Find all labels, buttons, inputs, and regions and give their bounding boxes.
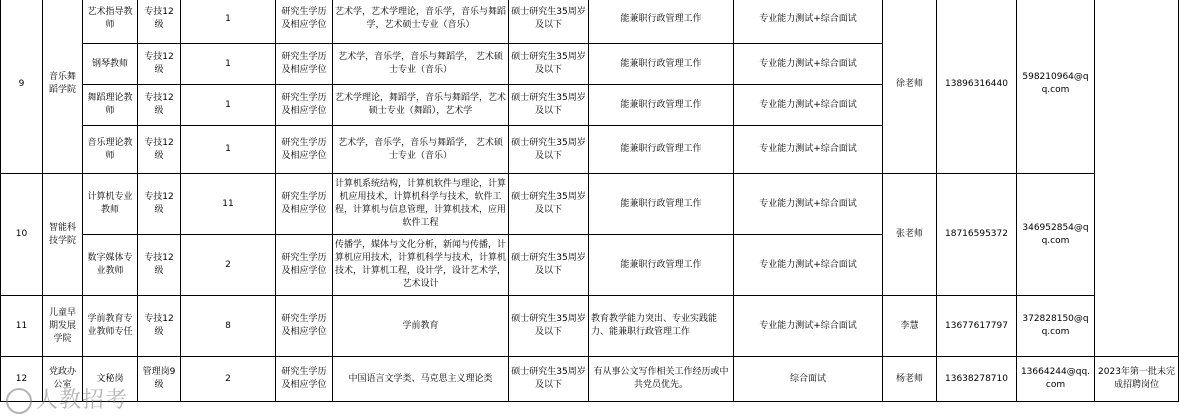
position-level: 专技12级 (138, 126, 181, 174)
age-requirement: 硕士研究生35周岁及以下 (509, 235, 589, 296)
education-requirement: 研究生学历及相应学位 (276, 235, 333, 296)
college-name: 智能科技学院 (43, 174, 83, 296)
other-requirement: 能兼职行政管理工作 (589, 174, 734, 235)
position-count: 2 (181, 357, 276, 402)
position-title: 文秘岗 (83, 357, 138, 402)
major-requirement: 艺术学，艺术学理论，音乐学，音乐与舞蹈学，艺术硕士专业（音乐） (333, 0, 509, 44)
contact-phone: 13638278710 (937, 357, 1017, 402)
remark-cell (1095, 0, 1179, 357)
position-title: 音乐理论教师 (83, 126, 138, 174)
education-requirement: 研究生学历及相应学位 (276, 126, 333, 174)
other-requirement: 能兼职行政管理工作 (589, 44, 734, 85)
education-requirement: 研究生学历及相应学位 (276, 44, 333, 85)
education-requirement: 研究生学历及相应学位 (276, 296, 333, 357)
age-requirement: 硕士研究生35周岁及以下 (509, 126, 589, 174)
college-name: 音乐舞蹈学院 (43, 0, 83, 174)
exam-method: 专业能力测试+综合面试 (734, 126, 883, 174)
exam-method: 专业能力测试+综合面试 (734, 296, 883, 357)
other-requirement: 有从事公文写作相关工作经历或中共党员优先。 (589, 357, 734, 402)
position-count: 8 (181, 296, 276, 357)
position-title: 舞蹈理论教师 (83, 85, 138, 126)
age-requirement: 硕士研究生35周岁及以下 (509, 296, 589, 357)
other-requirement: 能兼职行政管理工作 (589, 0, 734, 44)
age-requirement: 硕士研究生35周岁及以下 (509, 357, 589, 402)
major-requirement: 艺术学，音乐学，音乐与舞蹈学， 艺术硕士专业（音乐） (333, 126, 509, 174)
position-title: 计算机专业教师 (83, 174, 138, 235)
position-level: 专技12级 (138, 0, 181, 44)
education-requirement: 研究生学历及相应学位 (276, 174, 333, 235)
position-count: 11 (181, 174, 276, 235)
row-number: 12 (1, 357, 43, 402)
contact-email: 13664244@qq.com (1017, 357, 1095, 402)
exam-method: 专业能力测试+综合面试 (734, 0, 883, 44)
table-row (1, 296, 1179, 357)
position-level: 专技12级 (138, 296, 181, 357)
education-requirement: 研究生学历及相应学位 (276, 0, 333, 44)
contact-phone: 13677617797 (937, 296, 1017, 357)
exam-method: 专业能力测试+综合面试 (734, 44, 883, 85)
position-count: 1 (181, 0, 276, 44)
major-requirement: 中国语言文学类、马克思主义理论类 (333, 357, 509, 402)
contact-person: 杨老师 (883, 357, 937, 402)
contact-phone: 13896316440 (937, 0, 1017, 174)
contact-person: 李慧 (883, 296, 937, 357)
position-title: 数字媒体专业教师 (83, 235, 138, 296)
major-requirement: 传播学，媒体与文化分析，新闻与传播，计算机应用技术，计算机科学与技术，计算机技术，计算机工程，设计学，设计艺术学，艺术设计 (333, 235, 509, 296)
position-title: 钢琴教师 (83, 44, 138, 85)
table-row (1, 357, 1179, 402)
other-requirement: 能兼职行政管理工作 (589, 126, 734, 174)
contact-email: 372828150@qq.com (1017, 296, 1095, 357)
exam-method: 专业能力测试+综合面试 (734, 85, 883, 126)
age-requirement: 硕士研究生35周岁及以下 (509, 0, 589, 44)
age-requirement: 硕士研究生35周岁及以下 (509, 85, 589, 126)
contact-person: 徐老师 (883, 0, 937, 174)
position-title: 艺术指导教师 (83, 0, 138, 44)
other-requirement: 教育教学能力突出、专业实践能力、能兼职行政管理工作 (589, 296, 734, 357)
row-number: 11 (1, 296, 43, 357)
position-count: 1 (181, 126, 276, 174)
table-row (1, 174, 1179, 235)
contact-person: 张老师 (883, 174, 937, 296)
position-count: 1 (181, 85, 276, 126)
row-number: 9 (1, 0, 43, 174)
age-requirement: 硕士研究生35周岁及以下 (509, 174, 589, 235)
exam-method: 专业能力测试+综合面试 (734, 174, 883, 235)
contact-email: 346952854@qq.com (1017, 174, 1095, 296)
contact-email: 598210964@qq.com (1017, 0, 1095, 174)
row-number: 10 (1, 174, 43, 296)
watermark-text: 人教招考 (36, 388, 129, 413)
remark-note: 2023年第一批未完成招聘岗位 (1095, 357, 1179, 402)
position-count: 2 (181, 235, 276, 296)
exam-method: 综合面试 (734, 357, 883, 402)
position-level: 专技12级 (138, 174, 181, 235)
major-requirement: 学前教育 (333, 296, 509, 357)
college-name: 儿童早期发展学院 (43, 296, 83, 357)
age-requirement: 硕士研究生35周岁及以下 (509, 44, 589, 85)
other-requirement: 能兼职行政管理工作 (589, 235, 734, 296)
position-title: 学前教育专业教师专任 (83, 296, 138, 357)
major-requirement: 艺术学理论，舞蹈学，音乐与舞蹈学，艺术硕士专业（舞蹈），艺术学 (333, 85, 509, 126)
education-requirement: 研究生学历及相应学位 (276, 357, 333, 402)
table-row (1, 0, 1179, 44)
position-level: 专技12级 (138, 235, 181, 296)
education-requirement: 研究生学历及相应学位 (276, 85, 333, 126)
major-requirement: 艺术学，音乐学，音乐与舞蹈学， 艺术硕士专业（音乐） (333, 44, 509, 85)
position-level: 管理岗9级 (138, 357, 181, 402)
college-name: 党政办公室 (43, 357, 83, 402)
other-requirement: 能兼职行政管理工作 (589, 85, 734, 126)
contact-phone: 18716595372 (937, 174, 1017, 296)
position-level: 专技12级 (138, 85, 181, 126)
position-level: 专技12级 (138, 44, 181, 85)
position-count: 1 (181, 44, 276, 85)
major-requirement: 计算机系统结构，计算机软件与理论，计算机应用技术，计算机科学与技术，软件工程，计算机与信息管理，计算机技术，应用软件工程 (333, 174, 509, 235)
exam-method: 专业能力测试+综合面试 (734, 235, 883, 296)
